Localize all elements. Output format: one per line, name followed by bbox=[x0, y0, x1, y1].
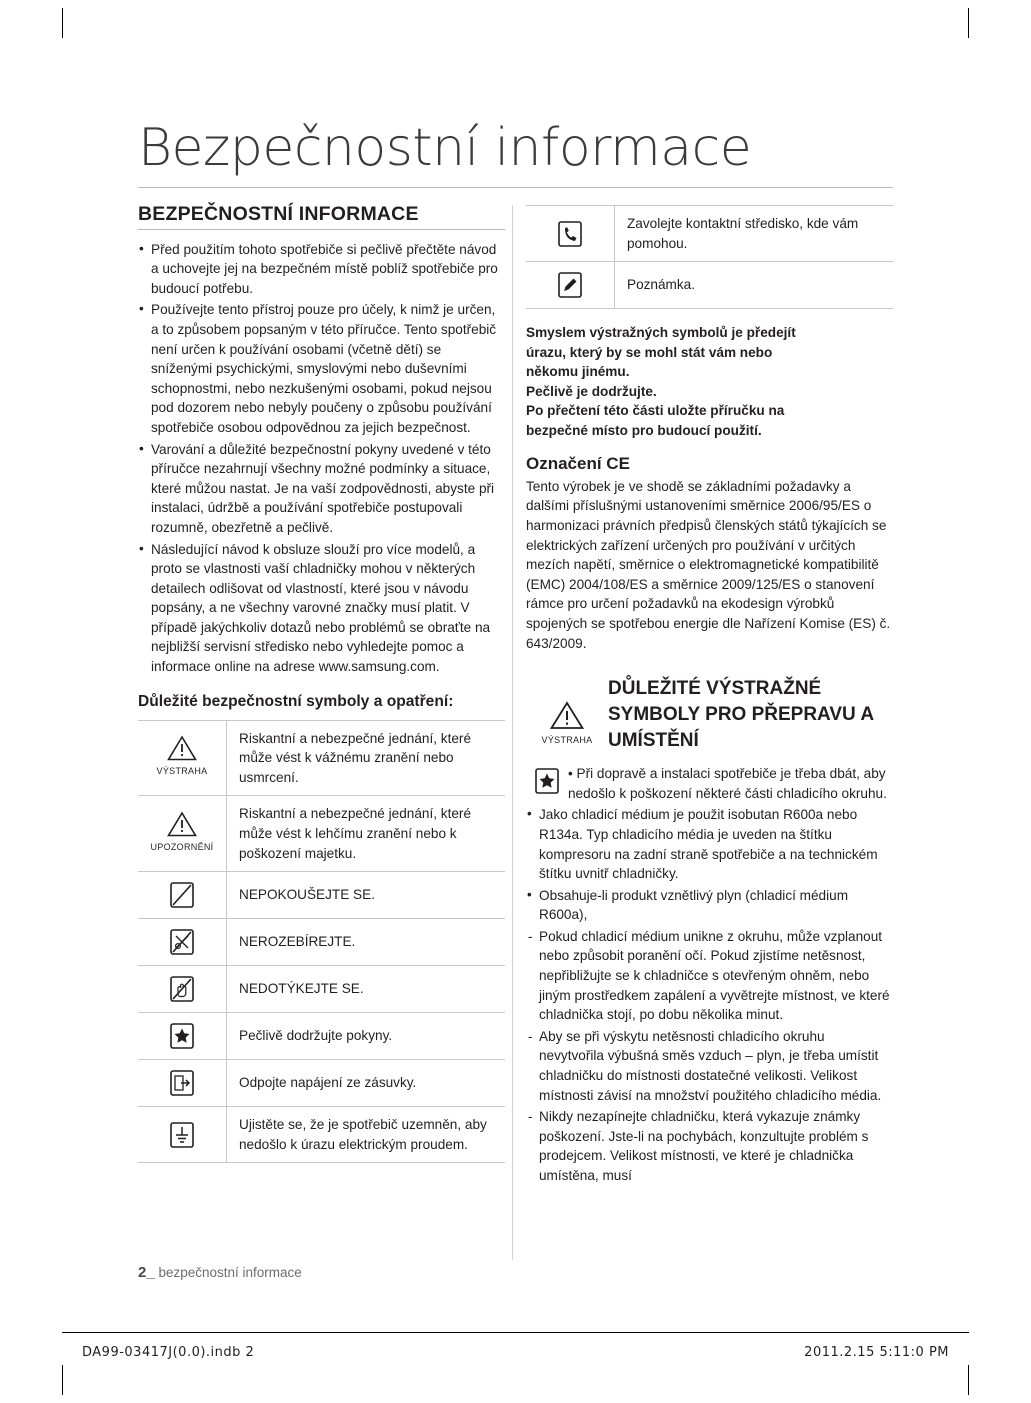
symbol-description: Riskantní a nebezpečné jednání, které může vést k vážnému zranění nebo usmrcení. bbox=[227, 720, 506, 796]
right-column bbox=[526, 205, 893, 1188]
print-file-name: DA99-03417J(0.0).indb 2 bbox=[82, 1345, 255, 1360]
table-row bbox=[138, 720, 505, 796]
icon-caption: UPOZORNĚNÍ bbox=[150, 841, 214, 852]
table-row bbox=[138, 966, 505, 1013]
note-pencil-icon bbox=[526, 262, 615, 309]
bold-line: někomu jinému. bbox=[526, 364, 630, 380]
bold-line: úrazu, který by se mohl stát vám nebo bbox=[526, 344, 773, 360]
symbol-description: Ujistěte se, že je spotřebič uzemněn, aby nedošlo k úrazu elektrickým proudem. bbox=[227, 1107, 506, 1163]
warning-triangle-icon bbox=[526, 673, 608, 751]
table-row bbox=[138, 1013, 505, 1060]
footer-divider bbox=[62, 1332, 969, 1333]
symbol-description: Pečlivě dodržujte pokyny. bbox=[227, 1013, 506, 1060]
bold-line: Pečlivě je dodržujte. bbox=[526, 383, 657, 399]
table-row bbox=[138, 796, 505, 872]
table-row bbox=[138, 872, 505, 919]
warning-triangle-icon bbox=[138, 720, 227, 796]
symbol-description: Poznámka. bbox=[615, 262, 894, 309]
symbol-description: Odpojte napájení ze zásuvky. bbox=[227, 1060, 506, 1107]
symbol-table-right bbox=[526, 205, 893, 309]
crop-mark bbox=[968, 1365, 969, 1395]
crop-mark bbox=[968, 8, 969, 38]
left-column bbox=[138, 205, 505, 1163]
phone-icon bbox=[526, 206, 615, 262]
ground-icon bbox=[138, 1107, 227, 1163]
crop-mark bbox=[62, 8, 63, 38]
list-item: - Nikdy nezapínejte chladničku, která vykazuje známky poškození. Jste-li na pochybách, konzultujte problém s prodejcem. Velikost místnosti, ve které je chladnička umístěna, musí bbox=[526, 1107, 893, 1185]
do-not-touch-icon bbox=[138, 966, 227, 1013]
symbol-table-left bbox=[138, 720, 505, 1164]
section-divider bbox=[138, 229, 505, 230]
title-divider bbox=[138, 187, 893, 188]
list-item: • Varování a důležité bezpečnostní pokyny uvedené v této příručce nezahrnují všechny možné podmínky a situace, které můžou nastat. Je na vaší zodpovědnosti, abyste při instalaci, údržbě a používání spotřebiče postupovali rozumně, obezřetně a pečlivě. bbox=[138, 440, 505, 538]
ce-text: Tento výrobek je ve shodě se základními požadavky a dalšími příslušnými ustanoveními směrnice 2006/95/ES o harmonizaci právních předpisů členských států týkajících se elektrických zařízení určených pro používání v určitých mezích napětí, směrnice o elektromagnetické kompatibilitě (EMC) 2004/108/ES a směrnice 2009/125/ES o stanovení rámce pro určení požadavků na ekodesign výrobků spojených se spotřebou energie dle Nařízení Komise (ES) č. 643/2009. bbox=[526, 478, 891, 651]
section-heading: BEZPEČNOSTNÍ INFORMACE bbox=[138, 203, 419, 225]
list-item: • Následující návod k obsluze slouží pro více modelů, a proto se vlastnosti vaší chladničky mohou v některých detailech odlišovat od vlastností, které jsou v návodu popsány, a ne všechny varovné značky musí platit. V případě jakýchkoliv dotazů nebo problémů se obraťte na nejbližší servisní středisko nebo vyhledejte pomoc a informace online na adrese www.samsung.com. bbox=[138, 540, 505, 677]
transport-warning-header bbox=[526, 673, 893, 754]
refrigerant-bullet-list bbox=[526, 805, 893, 925]
table-row bbox=[138, 919, 505, 966]
ce-heading: Označení CE bbox=[526, 454, 630, 474]
transport-warning-title: DŮLEŽITÉ VÝSTRAŽNÉ SYMBOLY PRO PŘEPRAVU A UMÍSTĚNÍ bbox=[608, 678, 874, 752]
symbol-description: NEDOTÝKEJTE SE. bbox=[227, 966, 506, 1013]
warning-purpose-block bbox=[526, 323, 893, 440]
icon-caption: VÝSTRAHA bbox=[156, 765, 208, 776]
table-row bbox=[526, 206, 893, 262]
star-follow-instructions-icon bbox=[138, 1013, 227, 1060]
crop-mark bbox=[62, 1365, 63, 1395]
do-not-attempt-icon bbox=[138, 872, 227, 919]
refrigerant-dash-list bbox=[526, 927, 893, 1186]
intro-bullet-list bbox=[138, 240, 505, 677]
page-number: 2_ bbox=[138, 1264, 155, 1281]
unplug-icon bbox=[138, 1060, 227, 1107]
list-item: • Používejte tento přístroj pouze pro účely, k nimž je určen, a to způsobem popsaným v této příručce. Tento spotřebič není určen k používání osobami (včetně dětí) se sníženými psychickými, smyslovými nebo duševními schopnostmi, nebo nezkušenými osobami, pokud nejsou pod dozorem nebo nebyly poučeny o způsobu používání spotřebiče osobou odpovědnou za jejich bezpečnost. bbox=[138, 300, 505, 437]
print-timestamp: 2011.2.15 5:11:0 PM bbox=[804, 1345, 949, 1360]
table-row bbox=[138, 1107, 505, 1163]
bold-line: bezpečné místo pro budoucí použití. bbox=[526, 422, 762, 438]
list-item: - Aby se při výskytu netěsnosti chladicího okruhu nevytvořila výbušná směs vzduch – plyn, je třeba umístit chladničku do místnosti dostatečné velikosti. Velikost místnosti závisí na množství použitého chladicího média. bbox=[526, 1027, 893, 1105]
list-item: • Obsahuje-li produkt vznětlivý plyn (chladicí médium R600a), bbox=[526, 886, 893, 925]
symbols-heading: Důležité bezpečnostní symboly a opatření: bbox=[138, 692, 454, 710]
symbol-description: NEPOKOUŠEJTE SE. bbox=[227, 872, 506, 919]
caution-triangle-icon bbox=[138, 796, 227, 872]
bold-line: Smyslem výstražných symbolů je předejít bbox=[526, 325, 796, 341]
page-footer bbox=[138, 1264, 302, 1281]
symbol-description: NEROZEBÍREJTE. bbox=[227, 919, 506, 966]
list-item: • Před použitím tohoto spotřebiče si pečlivě přečtěte návod a uchovejte jej na bezpečném místě poblíž spotřebiče pro budoucí potřebu. bbox=[138, 240, 505, 299]
bold-line: Po přečtení této části uložte příručku na bbox=[526, 403, 785, 419]
symbol-description: Zavolejte kontaktní středisko, kde vám pomohou. bbox=[615, 206, 894, 262]
star-note bbox=[526, 764, 893, 803]
page-footer-label: bezpečnostní informace bbox=[158, 1265, 302, 1280]
list-item: • Jako chladicí médium je použit isobutan R600a nebo R134a. Typ chladicího média je uveden na štítku kompresoru na zadní straně spotřebiče a na technickém štítku uvnitř chladničky. bbox=[526, 805, 893, 883]
star-note-text: • Při dopravě a instalaci spotřebiče je třeba dbát, aby nedošlo k poškození některé části chladicího okruhu. bbox=[568, 766, 887, 801]
page-title: Bezpečnostní informace bbox=[138, 118, 752, 178]
list-item: - Pokud chladicí médium unikne z okruhu, může vzplanout nebo způsobit poranění očí. Pokud zjistíme netěsnost, nepřibližujte se k chladničce s otevřeným ohněm, nebo jiným prostředkem zapálení a vyvětrejte místnost, ve které chladnička stojí, po dobu několika minut. bbox=[526, 927, 893, 1025]
column-divider bbox=[512, 205, 513, 1260]
table-row bbox=[526, 262, 893, 309]
star-follow-instructions-icon bbox=[526, 764, 568, 796]
symbol-description: Riskantní a nebezpečné jednání, které může vést k lehčímu zranění nebo k poškození majetku. bbox=[227, 796, 506, 872]
icon-caption: VÝSTRAHA bbox=[541, 735, 593, 746]
table-row bbox=[138, 1060, 505, 1107]
do-not-disassemble-icon bbox=[138, 919, 227, 966]
